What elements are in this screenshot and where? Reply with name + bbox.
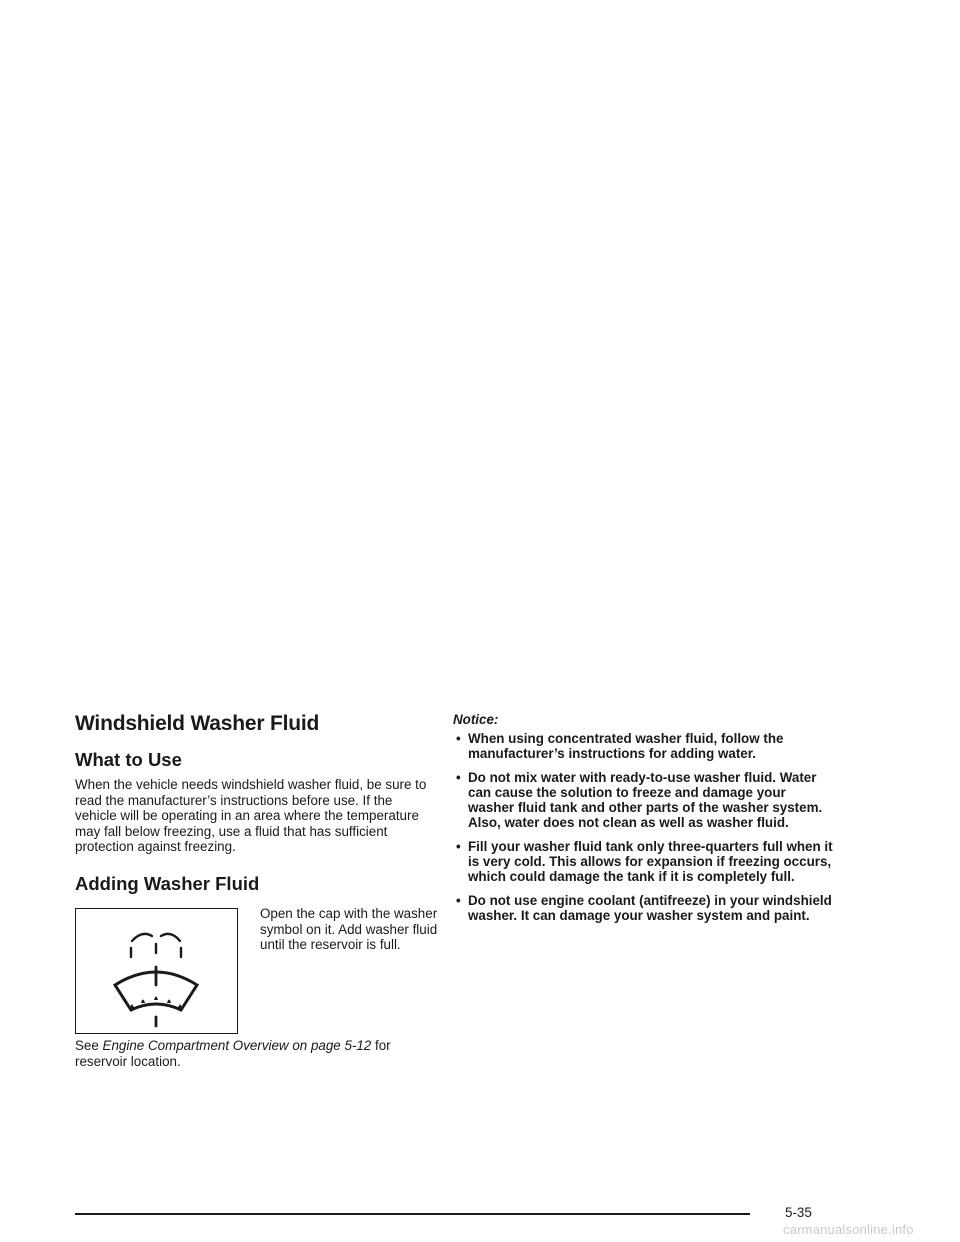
page-title: Windshield Washer Fluid [75, 712, 320, 735]
figure-caption: Open the cap with the washer symbol on it. Add washer fluid until the reservoir is full. [260, 906, 438, 953]
right-column [453, 712, 833, 932]
washer-symbol-figure [75, 908, 238, 1034]
bullet-icon: • [456, 892, 461, 908]
section-heading-adding-washer-fluid: Adding Washer Fluid [75, 872, 260, 894]
engine-compartment-reference-link[interactable]: Engine Compartment Overview on page 5-12 [102, 1038, 372, 1054]
notice-item [453, 839, 833, 884]
washer-figure-row [75, 906, 437, 1038]
bullet-icon: • [456, 769, 461, 785]
see-suffix: for reservoir location. [75, 1038, 391, 1069]
left-column [75, 712, 437, 1069]
what-to-use-paragraph: When the vehicle needs windshield washer fluid, be sure to read the manufacturer’s instructions before use. If the vehicle will be operating in an area where the temperature may fall below freezing, use a fluid that has sufficient protection against freezing. [75, 777, 427, 855]
notice-text: Do not use engine coolant (antifreeze) in your windshield washer. It can damage your washer system and paint. [468, 892, 832, 923]
notice-label: Notice: [453, 712, 499, 727]
see-reference-paragraph [75, 1038, 437, 1069]
page-number: 5-35 [785, 1205, 812, 1220]
notice-list [453, 731, 833, 923]
footer-rule [75, 1213, 750, 1215]
see-prefix: See [75, 1038, 103, 1054]
washer-symbol-icon [76, 909, 236, 1032]
notice-item [453, 770, 833, 830]
bullet-icon: • [456, 730, 461, 746]
notice-item [453, 893, 833, 923]
watermark: carmanualsonline.info [783, 1222, 914, 1237]
notice-text: Do not mix water with ready-to-use washer fluid. Water can cause the solution to freeze and damage your washer fluid tank and other parts of the washer system. Also, water does not clean as well as washer fluid. [468, 769, 823, 830]
notice-text: When using concentrated washer fluid, follow the manufacturer’s instructions for adding water. [468, 730, 784, 761]
bullet-icon: • [456, 838, 461, 854]
notice-text: Fill your washer fluid tank only three-quarters full when it is very cold. This allows for expansion if freezing occurs, which could damage the tank if it is completely full. [468, 838, 833, 884]
notice-item [453, 731, 833, 761]
section-heading-what-to-use: What to Use [75, 749, 182, 771]
